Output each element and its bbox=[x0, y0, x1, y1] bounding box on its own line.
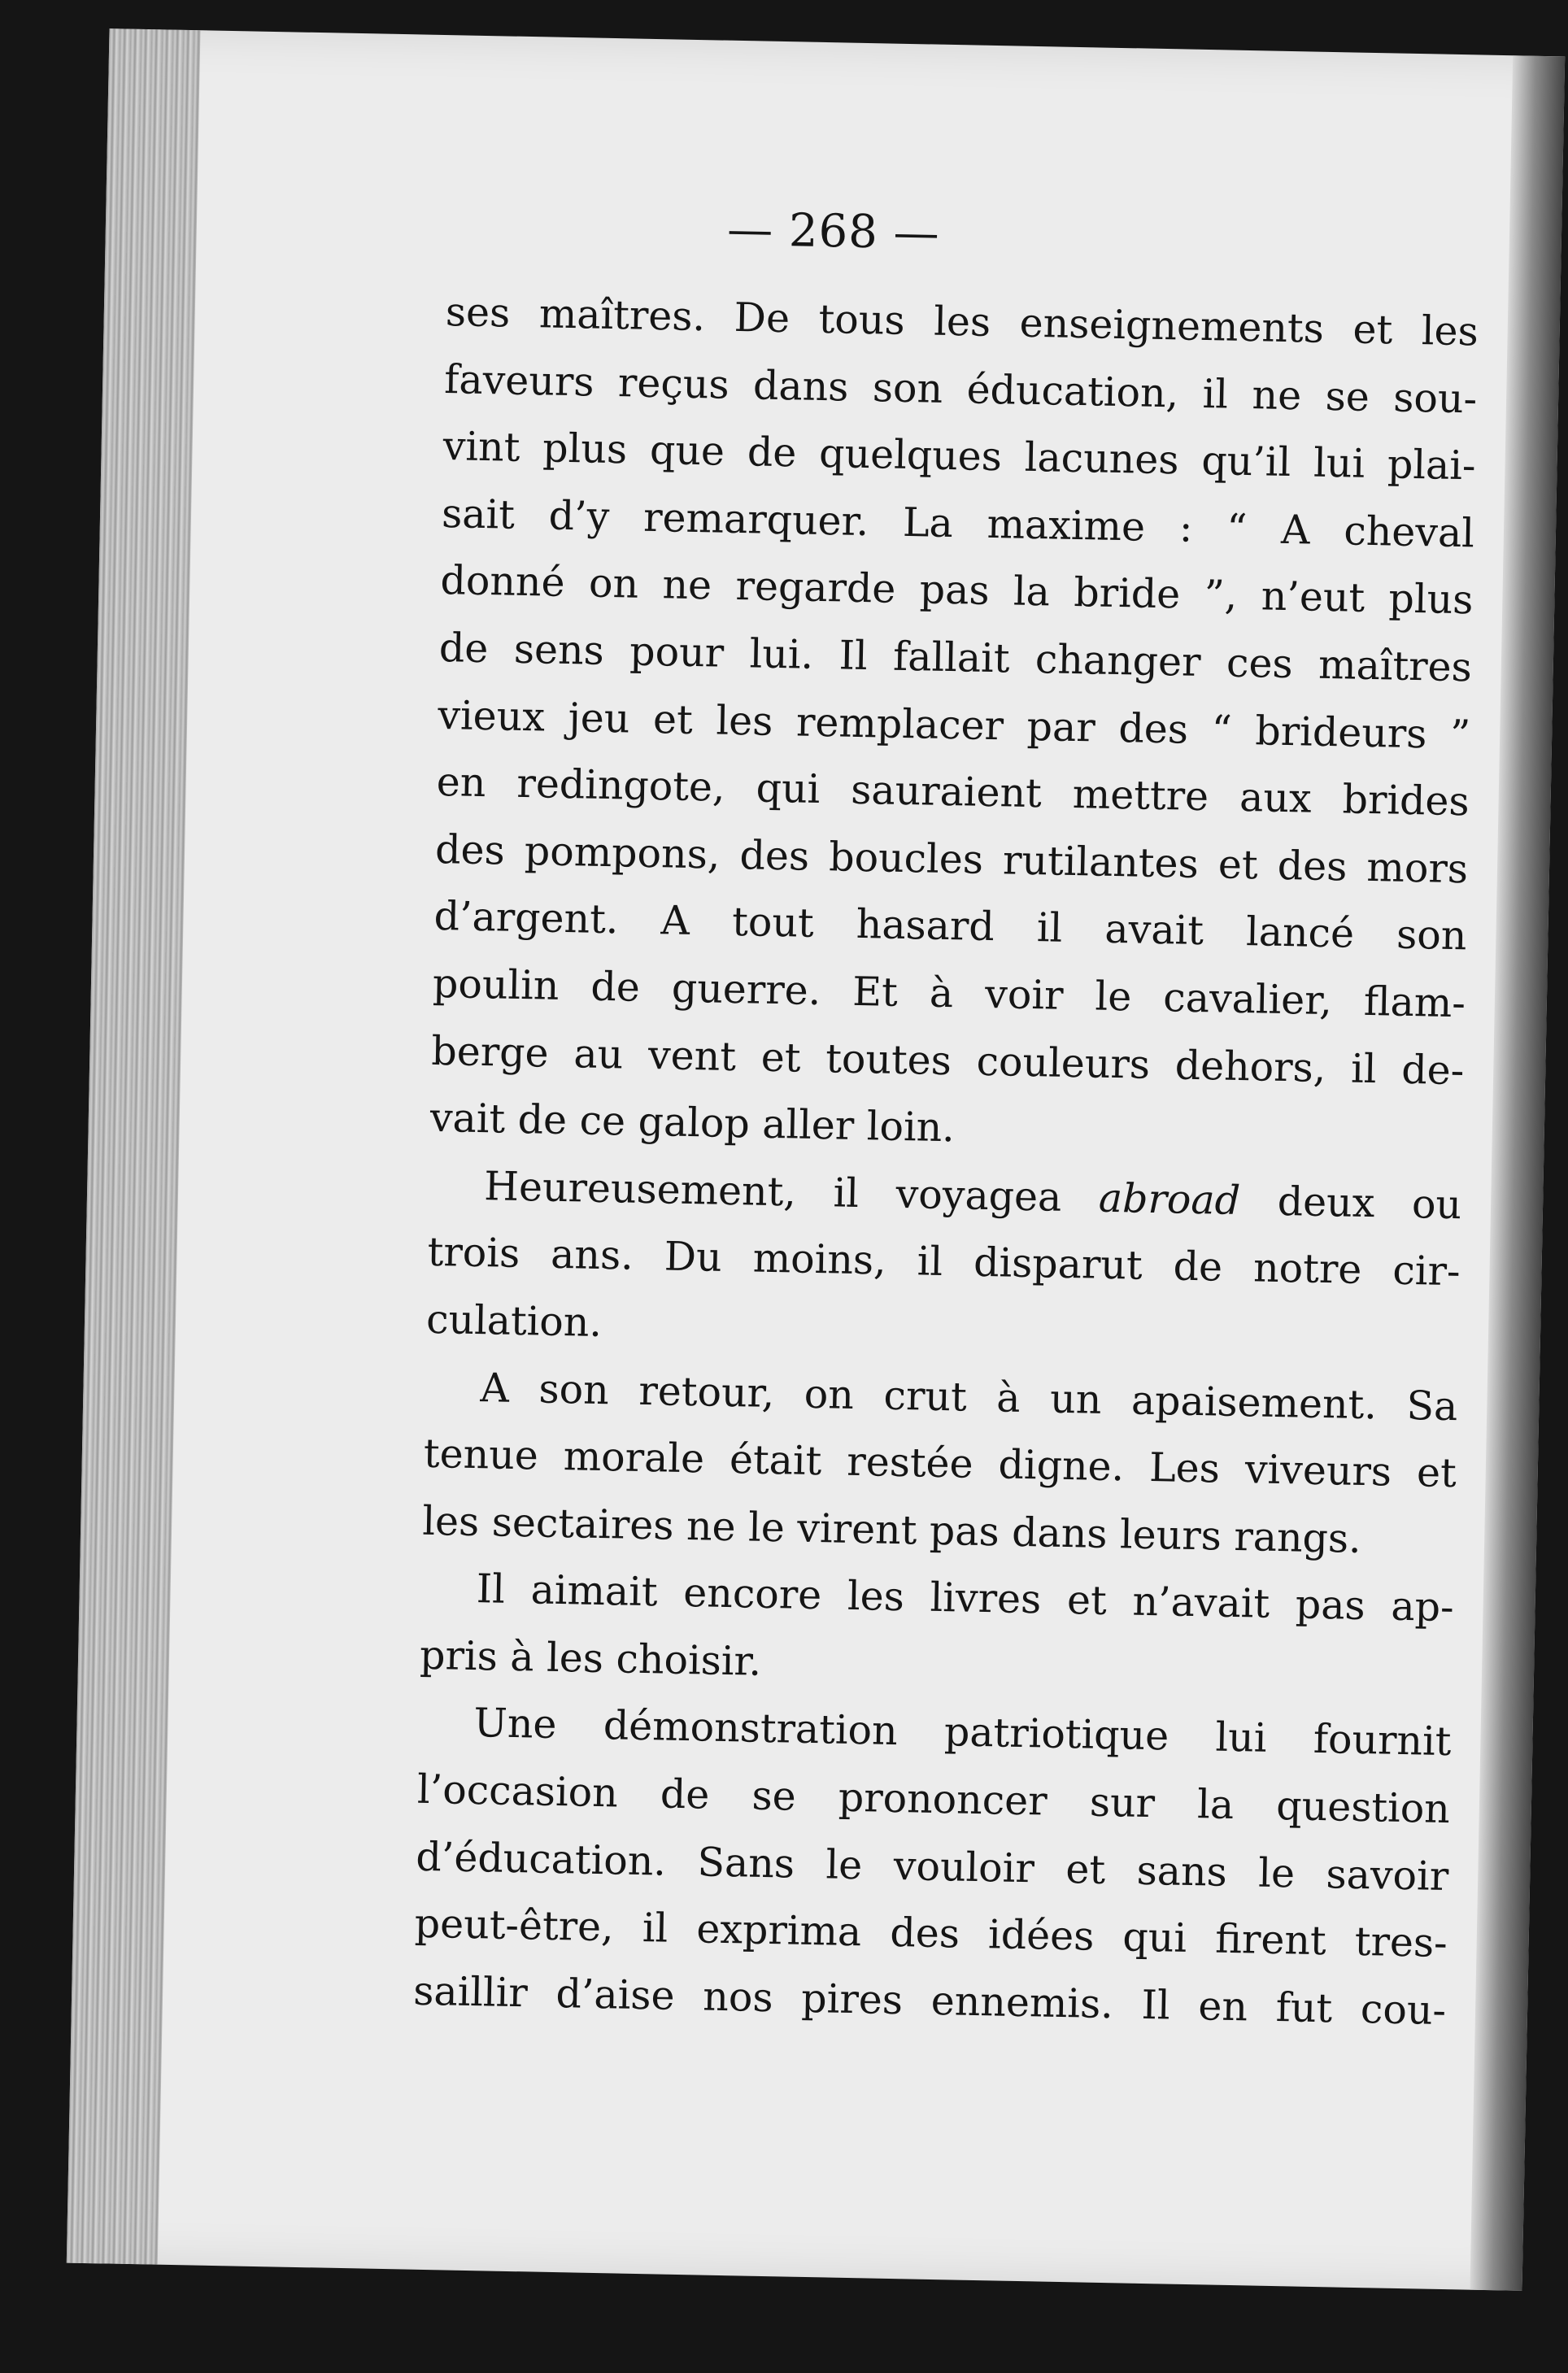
text-line: l’occasion de se prononcer sur la question bbox=[416, 1766, 1451, 1833]
text-line: Une démonstration patriotique lui fournit bbox=[473, 1700, 1452, 1766]
text-line: vieux jeu et les remplacer par des “ brideurs ” bbox=[437, 691, 1471, 758]
text-line: sait d’y remarquer. La maxime : “ A cheval bbox=[441, 490, 1475, 557]
book-page bbox=[67, 28, 1565, 2291]
paragraph-1 bbox=[429, 279, 1479, 1172]
text-line: de sens pour lui. Il fallait changer ces maîtres bbox=[438, 624, 1473, 691]
text-line: pris à les choisir. bbox=[419, 1631, 762, 1685]
paragraph-4 bbox=[419, 1555, 1454, 1709]
text-line: Il aimait encore les livres et n’avait pas ap- bbox=[476, 1565, 1455, 1631]
text-line: poulin de guerre. Et à voir le cavalier, flam- bbox=[432, 960, 1466, 1027]
italic-word: abroad bbox=[1098, 1174, 1241, 1224]
text-line: vait de ce galop aller loin. bbox=[429, 1095, 956, 1152]
text-line: culation. bbox=[425, 1295, 603, 1346]
text-segment: Heureusement, il voyagea bbox=[483, 1162, 1100, 1221]
page-edge bbox=[1470, 55, 1565, 2291]
text-line: en redingote, qui sauraient mettre aux brides bbox=[436, 759, 1470, 825]
body-text bbox=[412, 279, 1479, 2044]
page-gutter bbox=[67, 28, 201, 2265]
text-line: tenue morale était restée digne. Les viveurs et bbox=[423, 1430, 1457, 1497]
text-line: vint plus que de quelques lacunes qu’il lui plai- bbox=[442, 423, 1477, 490]
text-line: d’argent. A tout hasard il avait lancé son bbox=[433, 893, 1467, 960]
text-line: peut-être, il exprima des idées qui firent tres- bbox=[414, 1900, 1448, 1967]
paragraph-5 bbox=[412, 1689, 1452, 2044]
text-line: donné on ne regarde pas la bride ”, n’eut plus bbox=[440, 557, 1474, 624]
page-number: — 268 — bbox=[726, 202, 941, 260]
text-line: saillir d’aise nos pires ennemis. Il en fut cou- bbox=[412, 1967, 1447, 2034]
paragraph-2 bbox=[425, 1152, 1462, 1374]
text-line: les sectaires ne le virent pas dans leurs rangs. bbox=[421, 1497, 1362, 1562]
text-line: faveurs reçus dans son éducation, il ne se sou- bbox=[443, 355, 1478, 423]
paragraph-3 bbox=[422, 1353, 1459, 1574]
text-line: berge au vent et toutes couleurs dehors, il de- bbox=[430, 1027, 1465, 1094]
text-line: d’éducation. Sans le vouloir et sans le savoir bbox=[415, 1833, 1449, 1900]
text-line: ses maîtres. De tous les enseignements et les bbox=[445, 289, 1479, 355]
text-line: A son retour, on crut à un apaisement. Sa bbox=[479, 1364, 1458, 1430]
text-line: des pompons, des boucles rutilantes et des mors bbox=[434, 825, 1469, 893]
text-segment: deux ou bbox=[1239, 1177, 1462, 1228]
text-line: trois ans. Du moins, il disparut de notre cir- bbox=[427, 1229, 1461, 1295]
